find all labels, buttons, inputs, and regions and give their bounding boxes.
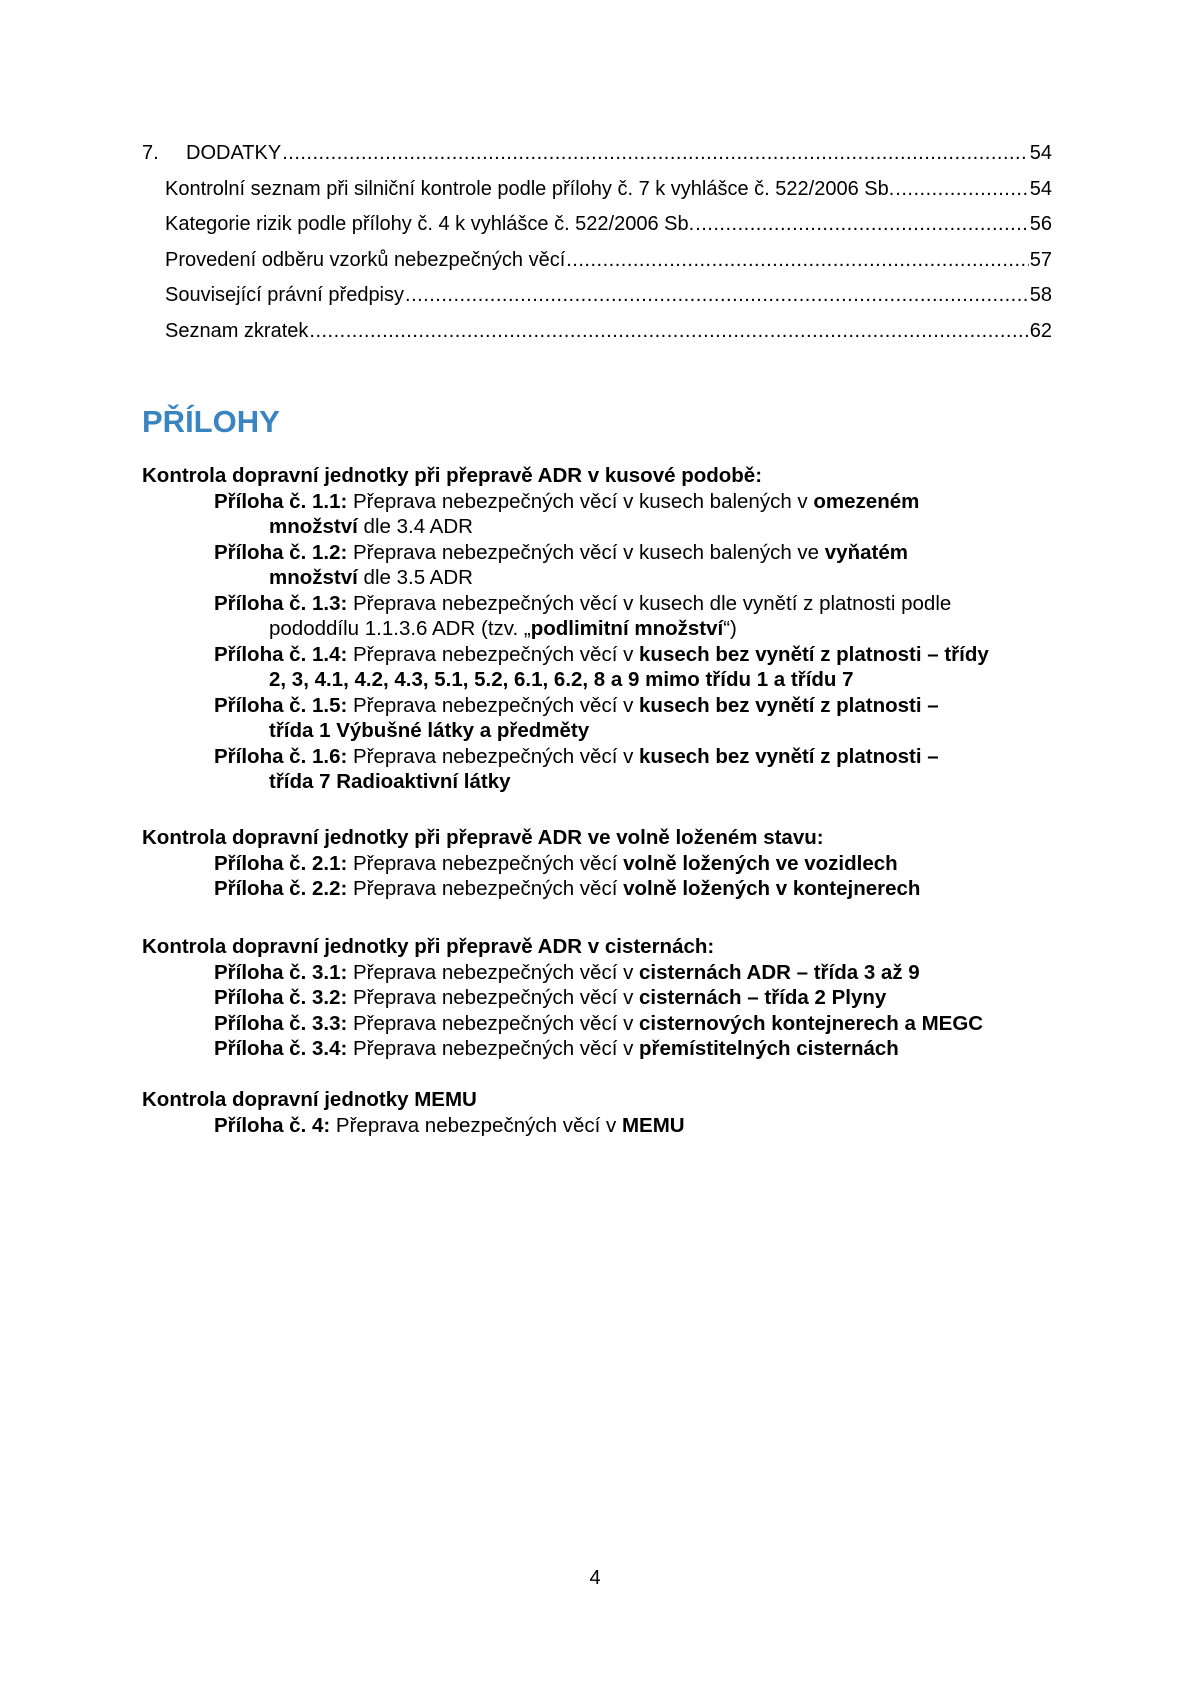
toc-title: Seznam zkratek bbox=[165, 319, 309, 342]
table-of-contents bbox=[142, 141, 1052, 354]
annex-group bbox=[142, 1087, 1062, 1138]
annex-group bbox=[142, 934, 1062, 1062]
annex-label: Příloha č. 3.3: bbox=[214, 1011, 348, 1035]
annex-emphasis: množství bbox=[269, 566, 358, 589]
toc-title: Kategorie rizik podle přílohy č. 4 k vyhlášce č. 522/2006 Sb. bbox=[165, 213, 695, 235]
toc-page-number: 57 bbox=[1029, 248, 1052, 271]
annex-label: Příloha č. 4: bbox=[214, 1113, 331, 1137]
toc-entry[interactable] bbox=[142, 248, 1052, 284]
toc-page-number: 54 bbox=[1029, 177, 1052, 200]
annex-emphasis: třída 7 Radioaktivní látky bbox=[269, 770, 511, 793]
annex-item bbox=[214, 960, 1062, 986]
toc-title: Související právní předpisy bbox=[165, 284, 405, 306]
toc-entry[interactable] bbox=[142, 283, 1052, 319]
annex-item bbox=[214, 876, 1062, 902]
annex-text: “) bbox=[723, 617, 737, 640]
annex-emphasis: cisternových kontejnerech a MEGC bbox=[639, 1011, 984, 1035]
annex-text: Přeprava nebezpečných věcí v bbox=[347, 744, 640, 768]
annex-emphasis: přemístitelných cisternách bbox=[639, 1037, 899, 1060]
toc-number: 7. bbox=[142, 142, 159, 164]
annex-text: Přeprava nebezpečných věcí v kusech balených ve bbox=[347, 540, 825, 564]
annex-emphasis: množství bbox=[269, 515, 358, 538]
annex-item bbox=[214, 642, 1062, 693]
annex-label: Příloha č. 3.4: bbox=[214, 1037, 348, 1060]
annex-text: Přeprava nebezpečných věcí v kusech balených v bbox=[347, 489, 814, 513]
toc-leader-dots bbox=[309, 319, 1028, 343]
annex-text: Přeprava nebezpečných věcí v kusech dle vynětí z platnosti podle bbox=[347, 591, 952, 615]
annex-emphasis: podlimitní množství bbox=[530, 617, 724, 640]
annex-emphasis: cisternách – třída 2 Plyny bbox=[639, 986, 887, 1009]
annex-emphasis: kusech bez vynětí z platnosti – třídy bbox=[639, 642, 989, 666]
annex-emphasis: kusech bez vynětí z platnosti – bbox=[639, 744, 939, 768]
group-title: Kontrola dopravní jednotky při přepravě ADR ve volně loženém stavu: bbox=[142, 826, 824, 849]
toc-title: Kontrolní seznam při silniční kontrole podle přílohy č. 7 k vyhlášce č. 522/2006 Sb. bbox=[165, 177, 895, 200]
toc-leader-dots bbox=[282, 141, 1029, 165]
annex-text: Přeprava nebezpečných věcí v bbox=[347, 693, 640, 717]
toc-page-number: 58 bbox=[1029, 284, 1052, 306]
annex-text: pododdílu 1.1.3.6 ADR (tzv. „ bbox=[269, 617, 531, 640]
annex-text: Přeprava nebezpečných věcí v bbox=[347, 1037, 640, 1060]
toc-entry[interactable] bbox=[142, 319, 1052, 355]
toc-entry[interactable] bbox=[142, 212, 1052, 248]
annex-label: Příloha č. 2.2: bbox=[214, 877, 348, 900]
toc-page-number: 62 bbox=[1029, 319, 1052, 342]
annex-text: Přeprava nebezpečných věcí bbox=[347, 851, 624, 875]
annex-label: Příloha č. 1.4: bbox=[214, 642, 348, 666]
page-number: 4 bbox=[589, 1567, 601, 1589]
section-heading: PŘÍLOHY bbox=[142, 404, 280, 439]
annex-text: Přeprava nebezpečných věcí v bbox=[347, 960, 640, 984]
group-title: Kontrola dopravní jednotky při přepravě ADR v cisternách: bbox=[142, 935, 715, 958]
annex-group bbox=[142, 825, 1062, 902]
annex-item bbox=[214, 693, 1062, 744]
annex-label: Příloha č. 3.1: bbox=[214, 960, 348, 984]
annex-label: Příloha č. 3.2: bbox=[214, 986, 348, 1009]
toc-entry[interactable] bbox=[142, 177, 1052, 213]
annex-item bbox=[214, 540, 1062, 591]
toc-entry[interactable] bbox=[142, 141, 1052, 177]
toc-title: DODATKY bbox=[186, 142, 282, 164]
annex-item bbox=[214, 591, 1062, 642]
annex-item bbox=[214, 744, 1062, 795]
annex-text: Přeprava nebezpečných věcí v bbox=[330, 1113, 622, 1137]
annex-label: Příloha č. 1.5: bbox=[214, 693, 348, 717]
annex-emphasis: cisternách ADR – třída 3 až 9 bbox=[639, 960, 920, 984]
toc-title: Provedení odběru vzorků nebezpečných věcí bbox=[165, 248, 566, 271]
annex-label: Příloha č. 1.1: bbox=[214, 489, 348, 513]
group-title: Kontrola dopravní jednotky MEMU bbox=[142, 1088, 477, 1111]
annex-emphasis: MEMU bbox=[621, 1113, 685, 1137]
annex-group bbox=[142, 463, 1062, 795]
toc-leader-dots bbox=[695, 212, 1029, 236]
annex-emphasis: kusech bez vynětí z platnosti – bbox=[639, 693, 939, 717]
annex-label: Příloha č. 1.2: bbox=[214, 540, 348, 564]
annex-text: Přeprava nebezpečných věcí v bbox=[347, 986, 640, 1009]
group-title: Kontrola dopravní jednotky při přepravě ADR v kusové podobě: bbox=[142, 464, 763, 487]
annex-item bbox=[214, 489, 1062, 540]
annex-text: dle 3.5 ADR bbox=[357, 566, 473, 589]
annex-emphasis: 2, 3, 4.1, 4.2, 4.3, 5.1, 5.2, 6.1, 6.2, 8 a 9 mimo třídu 1 a třídu 7 bbox=[269, 668, 854, 691]
annex-label: Příloha č. 1.3: bbox=[214, 591, 348, 615]
toc-leader-dots bbox=[895, 177, 1028, 201]
annex-item bbox=[214, 1036, 1062, 1062]
toc-leader-dots bbox=[405, 283, 1029, 307]
toc-page-number: 56 bbox=[1029, 213, 1052, 235]
annex-emphasis: volně ložených ve vozidlech bbox=[623, 851, 898, 875]
annex-emphasis: volně ložených v kontejnerech bbox=[623, 877, 921, 900]
annex-text: Přeprava nebezpečných věcí v bbox=[347, 1011, 640, 1035]
annex-emphasis: omezeném bbox=[813, 489, 920, 513]
annex-text: dle 3.4 ADR bbox=[357, 515, 473, 538]
annex-text: Přeprava nebezpečných věcí v bbox=[347, 642, 640, 666]
toc-leader-dots bbox=[566, 248, 1029, 272]
annex-label: Příloha č. 1.6: bbox=[214, 744, 348, 768]
annex-item bbox=[214, 985, 1062, 1011]
toc-page-number: 54 bbox=[1029, 142, 1052, 164]
annex-text: Přeprava nebezpečných věcí bbox=[347, 877, 624, 900]
annex-item bbox=[214, 1113, 1062, 1139]
annex-emphasis: vyňatém bbox=[824, 540, 908, 564]
annex-item bbox=[214, 851, 1062, 877]
annex-emphasis: třída 1 Výbušné látky a předměty bbox=[269, 719, 590, 742]
annex-item bbox=[214, 1011, 1062, 1037]
annex-label: Příloha č. 2.1: bbox=[214, 851, 348, 875]
